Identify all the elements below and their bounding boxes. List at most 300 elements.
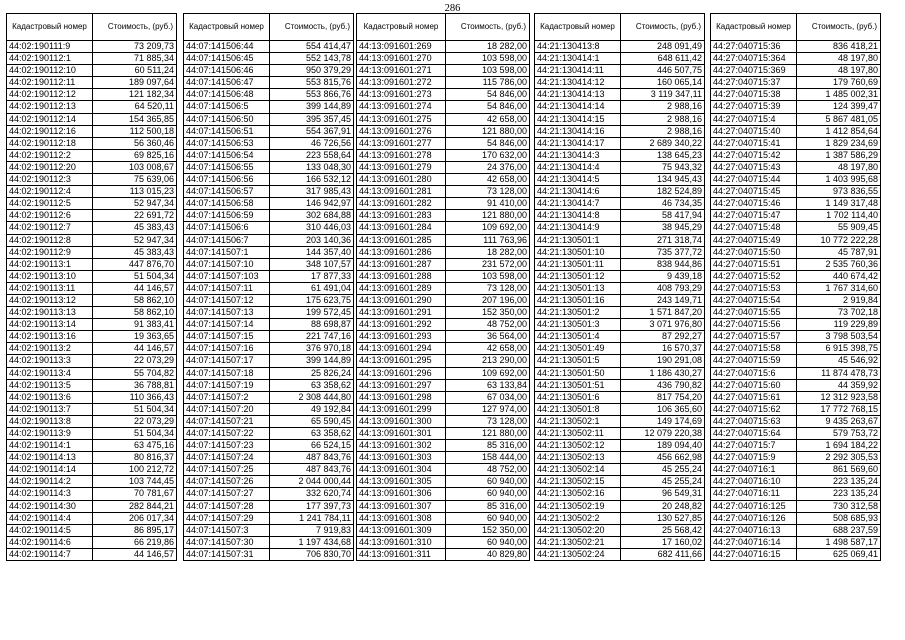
table-row <box>535 403 705 415</box>
cost-cell: 66 219,86 <box>93 536 177 548</box>
cost-cell: 348 107,57 <box>270 258 354 270</box>
table-row <box>535 65 705 77</box>
cost-cell: 48 752,00 <box>446 319 530 331</box>
cadastral-number-cell: 44:07:141506:58 <box>184 198 270 210</box>
table-row <box>184 89 354 101</box>
table-row <box>7 294 177 306</box>
cost-cell: 861 569,60 <box>797 464 881 476</box>
table-row <box>357 355 530 367</box>
cost-cell: 508 685,93 <box>797 512 881 524</box>
cost-cell: 399 144,89 <box>270 101 354 113</box>
cost-cell: 12 312 923,58 <box>797 391 881 403</box>
table-row <box>535 125 705 137</box>
table-row <box>357 246 530 258</box>
cadastral-number-cell: 44:27:040715:36 <box>711 41 797 53</box>
cadastral-number-cell: 44:27:040716:125 <box>711 500 797 512</box>
cadastral-number-cell: 44:27:040715:54 <box>711 294 797 306</box>
header-cadastral: Кадастровый номер <box>7 14 93 41</box>
cadastral-number-cell: 44:27:040715:369 <box>711 65 797 77</box>
cadastral-number-cell: 44:21:130414:17 <box>535 137 621 149</box>
cost-cell: 133 048,30 <box>270 161 354 173</box>
cadastral-number-cell: 44:21:130501:3 <box>535 319 621 331</box>
cost-cell: 203 140,36 <box>270 234 354 246</box>
table-row <box>357 476 530 488</box>
cost-cell: 103 598,00 <box>446 270 530 282</box>
cost-cell: 12 079 220,38 <box>621 428 705 440</box>
cadastral-number-cell: 44:07:141506:48 <box>184 89 270 101</box>
cadastral-number-cell: 44:27:040716:10 <box>711 476 797 488</box>
cadastral-number-cell: 44:07:141506:57 <box>184 186 270 198</box>
cost-cell: 248 091,49 <box>621 41 705 53</box>
table-row <box>535 391 705 403</box>
table-row <box>535 101 705 113</box>
cost-cell: 115 786,00 <box>446 77 530 89</box>
table-row <box>184 41 354 53</box>
cost-cell: 42 658,00 <box>446 343 530 355</box>
cadastral-number-cell: 44:13:091601:296 <box>357 367 446 379</box>
table-row <box>535 258 705 270</box>
table-row <box>184 101 354 113</box>
cadastral-number-cell: 44:13:091601:286 <box>357 246 446 258</box>
cost-cell: 51 504,34 <box>93 270 177 282</box>
cadastral-number-cell: 44:27:040715:49 <box>711 234 797 246</box>
cost-cell: 52 947,34 <box>93 198 177 210</box>
table-row <box>711 270 881 282</box>
cost-cell: 45 255,24 <box>621 464 705 476</box>
table-row <box>357 89 530 101</box>
cost-cell: 75 943,32 <box>621 161 705 173</box>
cadastral-number-cell: 44:07:141507:15 <box>184 331 270 343</box>
header-cost: Стоимость, (руб.) <box>446 14 530 41</box>
table-row <box>535 77 705 89</box>
table-row <box>7 113 177 125</box>
cost-cell: 456 662,98 <box>621 452 705 464</box>
cadastral-number-cell: 44:02:190112:18 <box>7 137 93 149</box>
header-cadastral: Кадастровый номер <box>184 14 270 41</box>
cadastral-number-cell: 44:07:141507:20 <box>184 403 270 415</box>
cadastral-number-cell: 44:02:190112:9 <box>7 246 93 258</box>
cost-cell: 9 435 263,67 <box>797 415 881 427</box>
table-row <box>357 174 530 186</box>
cost-cell: 58 417,94 <box>621 210 705 222</box>
cost-cell: 625 069,41 <box>797 548 881 560</box>
cadastral-number-cell: 44:13:091601:288 <box>357 270 446 282</box>
table-row <box>184 476 354 488</box>
cadastral-number-cell: 44:02:190112:16 <box>7 125 93 137</box>
cost-cell: 1 241 784,11 <box>270 512 354 524</box>
cadastral-number-cell: 44:27:040715:46 <box>711 198 797 210</box>
table-row <box>7 161 177 173</box>
table-row <box>535 186 705 198</box>
cost-cell: 113 015,23 <box>93 186 177 198</box>
table-row <box>535 367 705 379</box>
cadastral-number-cell: 44:07:141507:12 <box>184 294 270 306</box>
cadastral-number-cell: 44:07:141506:44 <box>184 41 270 53</box>
cost-cell: 152 350,00 <box>446 307 530 319</box>
cost-cell: 48 197,80 <box>797 65 881 77</box>
cadastral-number-cell: 44:27:040715:39 <box>711 101 797 113</box>
cost-cell: 158 444,00 <box>446 452 530 464</box>
cadastral-number-cell: 44:21:130502:20 <box>535 524 621 536</box>
table-row <box>357 500 530 512</box>
table-row <box>7 403 177 415</box>
cost-cell: 1 186 430,27 <box>621 367 705 379</box>
cost-cell: 60 940,00 <box>446 488 530 500</box>
table-row <box>711 234 881 246</box>
cost-cell: 58 862,10 <box>93 307 177 319</box>
cost-cell: 48 752,00 <box>446 464 530 476</box>
table-row <box>535 270 705 282</box>
cost-cell: 63 358,62 <box>270 379 354 391</box>
table-row <box>184 246 354 258</box>
cost-cell: 223 135,24 <box>797 488 881 500</box>
cadastral-number-cell: 44:27:040715:43 <box>711 161 797 173</box>
cadastral-number-cell: 44:02:190113:13 <box>7 307 93 319</box>
cadastral-number-cell: 44:02:190113:5 <box>7 379 93 391</box>
cadastral-number-cell: 44:27:040715:51 <box>711 258 797 270</box>
cadastral-number-cell: 44:21:130414:15 <box>535 113 621 125</box>
cadastral-number-cell: 44:21:130501:2 <box>535 307 621 319</box>
cadastral-number-cell: 44:07:141506:50 <box>184 113 270 125</box>
cost-cell: 103 744,45 <box>93 476 177 488</box>
table-row <box>711 258 881 270</box>
cadastral-number-cell: 44:02:190112:3 <box>7 174 93 186</box>
table-row <box>357 137 530 149</box>
cadastral-number-cell: 44:02:190113:7 <box>7 403 93 415</box>
table-row <box>184 65 354 77</box>
table-row <box>711 488 881 500</box>
cadastral-number-cell: 44:27:040715:48 <box>711 222 797 234</box>
cadastral-number-cell: 44:07:141507:16 <box>184 343 270 355</box>
cost-cell: 96 549,31 <box>621 488 705 500</box>
table-row <box>7 137 177 149</box>
cost-cell: 106 365,60 <box>621 403 705 415</box>
cost-cell: 22 073,29 <box>93 355 177 367</box>
cadastral-table-2 <box>183 13 354 561</box>
table-row <box>535 464 705 476</box>
table-row <box>357 367 530 379</box>
cadastral-number-cell: 44:21:130501:4 <box>535 331 621 343</box>
cadastral-number-cell: 44:13:091601:306 <box>357 488 446 500</box>
cadastral-number-cell: 44:02:190113:3 <box>7 355 93 367</box>
cost-cell: 67 034,00 <box>446 391 530 403</box>
cost-cell: 152 350,00 <box>446 524 530 536</box>
cost-cell: 73 209,73 <box>93 41 177 53</box>
cost-cell: 45 546,92 <box>797 355 881 367</box>
cadastral-number-cell: 44:13:091601:275 <box>357 113 446 125</box>
cost-cell: 376 970,18 <box>270 343 354 355</box>
cadastral-number-cell: 44:27:040715:52 <box>711 270 797 282</box>
table-row <box>535 161 705 173</box>
table-row <box>711 65 881 77</box>
cadastral-number-cell: 44:07:141507:30 <box>184 536 270 548</box>
cost-cell: 63 133,84 <box>446 379 530 391</box>
table-row <box>184 234 354 246</box>
table-row <box>711 415 881 427</box>
cadastral-number-cell: 44:07:141506:6 <box>184 222 270 234</box>
table-row <box>535 355 705 367</box>
table-row <box>357 186 530 198</box>
cadastral-number-cell: 44:21:130501:12 <box>535 270 621 282</box>
cadastral-number-cell: 44:21:130501:1 <box>535 234 621 246</box>
cadastral-number-cell: 44:07:141507:31 <box>184 548 270 560</box>
cadastral-number-cell: 44:02:190112:11 <box>7 77 93 89</box>
cost-cell: 61 491,04 <box>270 282 354 294</box>
table-row <box>7 246 177 258</box>
table-row <box>7 548 177 560</box>
cadastral-number-cell: 44:02:190111:9 <box>7 41 93 53</box>
table-row <box>357 282 530 294</box>
cost-cell: 45 383,43 <box>93 222 177 234</box>
cost-cell: 1 702 114,40 <box>797 210 881 222</box>
cost-cell: 55 909,45 <box>797 222 881 234</box>
cost-cell: 973 836,55 <box>797 186 881 198</box>
cost-cell: 310 446,03 <box>270 222 354 234</box>
table-row <box>7 186 177 198</box>
cost-cell: 7 919,83 <box>270 524 354 536</box>
cost-cell: 38 945,29 <box>621 222 705 234</box>
table-row <box>535 234 705 246</box>
cost-cell: 213 290,00 <box>446 355 530 367</box>
table-row <box>184 367 354 379</box>
table-row <box>357 379 530 391</box>
table-row <box>535 524 705 536</box>
cadastral-number-cell: 44:07:141507:24 <box>184 452 270 464</box>
cost-cell: 121 182,34 <box>93 89 177 101</box>
cost-cell: 121 880,00 <box>446 428 530 440</box>
cadastral-number-cell: 44:02:190112:7 <box>7 222 93 234</box>
cost-cell: 24 376,00 <box>446 161 530 173</box>
cadastral-number-cell: 44:27:040715:38 <box>711 89 797 101</box>
cadastral-number-cell: 44:02:190114:30 <box>7 500 93 512</box>
cost-cell: 1 694 184,22 <box>797 440 881 452</box>
cadastral-number-cell: 44:02:190114:4 <box>7 512 93 524</box>
table-row <box>184 512 354 524</box>
table-row <box>184 270 354 282</box>
table-row <box>184 294 354 306</box>
table-row <box>711 294 881 306</box>
table-row <box>711 476 881 488</box>
table-row <box>357 161 530 173</box>
cadastral-number-cell: 44:13:091601:303 <box>357 452 446 464</box>
cost-cell: 1 498 587,17 <box>797 536 881 548</box>
table-row <box>184 307 354 319</box>
table-row <box>7 331 177 343</box>
cadastral-number-cell: 44:07:141506:46 <box>184 65 270 77</box>
cadastral-number-cell: 44:02:190112:14 <box>7 113 93 125</box>
table-row <box>711 113 881 125</box>
cost-cell: 648 611,42 <box>621 53 705 65</box>
cost-cell: 3 119 347,11 <box>621 89 705 101</box>
table-row <box>184 125 354 137</box>
cost-cell: 119 229,89 <box>797 319 881 331</box>
table-row <box>184 500 354 512</box>
cadastral-number-cell: 44:27:040715:40 <box>711 125 797 137</box>
cost-cell: 436 790,82 <box>621 379 705 391</box>
cost-cell: 1 829 234,69 <box>797 137 881 149</box>
cadastral-number-cell: 44:21:130413:8 <box>535 41 621 53</box>
table-row <box>711 149 881 161</box>
table-row <box>711 41 881 53</box>
cost-cell: 5 867 481,05 <box>797 113 881 125</box>
cost-cell: 51 504,34 <box>93 403 177 415</box>
cost-cell: 1 767 314,60 <box>797 282 881 294</box>
cost-cell: 1 197 434,68 <box>270 536 354 548</box>
cost-cell: 1 485 002,31 <box>797 89 881 101</box>
cadastral-number-cell: 44:02:190114:5 <box>7 524 93 536</box>
cadastral-number-cell: 44:13:091601:298 <box>357 391 446 403</box>
cost-cell: 2 044 000,44 <box>270 476 354 488</box>
cost-cell: 6 915 398,75 <box>797 343 881 355</box>
table-row <box>535 174 705 186</box>
table-row <box>711 137 881 149</box>
cadastral-number-cell: 44:21:130414:6 <box>535 186 621 198</box>
cost-cell: 144 357,40 <box>270 246 354 258</box>
table-row <box>7 452 177 464</box>
cadastral-number-cell: 44:27:040715:56 <box>711 319 797 331</box>
cost-cell: 735 377,72 <box>621 246 705 258</box>
cadastral-table-1 <box>6 13 177 561</box>
table-row <box>357 331 530 343</box>
table-row <box>711 331 881 343</box>
table-row <box>357 319 530 331</box>
table-row <box>184 440 354 452</box>
header-cost: Стоимость, (руб.) <box>797 14 881 41</box>
cadastral-number-cell: 44:27:040715:44 <box>711 174 797 186</box>
table-row <box>357 41 530 53</box>
cadastral-number-cell: 44:02:190112:5 <box>7 198 93 210</box>
table-row <box>711 53 881 65</box>
table-row <box>535 222 705 234</box>
cadastral-number-cell: 44:21:130501:16 <box>535 294 621 306</box>
table-row <box>711 367 881 379</box>
table-row <box>7 41 177 53</box>
cost-cell: 1 412 854,64 <box>797 125 881 137</box>
cadastral-number-cell: 44:02:190113:12 <box>7 294 93 306</box>
cost-cell: 317 985,43 <box>270 186 354 198</box>
table-row <box>7 307 177 319</box>
table-row <box>711 101 881 113</box>
cadastral-number-cell: 44:13:091601:281 <box>357 186 446 198</box>
cost-cell: 1 387 586,29 <box>797 149 881 161</box>
cadastral-number-cell: 44:21:130501:10 <box>535 246 621 258</box>
cost-cell: 73 702,18 <box>797 307 881 319</box>
cadastral-number-cell: 44:02:190113:11 <box>7 282 93 294</box>
cost-cell: 54 846,00 <box>446 89 530 101</box>
table-row <box>535 137 705 149</box>
table-row <box>184 174 354 186</box>
cadastral-number-cell: 44:07:141507:18 <box>184 367 270 379</box>
table-row <box>535 41 705 53</box>
cadastral-number-cell: 44:07:141507:1 <box>184 246 270 258</box>
cost-cell: 1 403 995,68 <box>797 174 881 186</box>
table-row <box>535 512 705 524</box>
table-row <box>184 258 354 270</box>
cadastral-number-cell: 44:13:091601:311 <box>357 548 446 560</box>
table-row <box>711 391 881 403</box>
cadastral-number-cell: 44:21:130502:13 <box>535 452 621 464</box>
cost-cell: 282 844,21 <box>93 500 177 512</box>
cost-cell: 52 947,34 <box>93 234 177 246</box>
table-row <box>7 77 177 89</box>
cost-cell: 838 944,86 <box>621 258 705 270</box>
cost-cell: 71 885,34 <box>93 53 177 65</box>
table-row <box>535 198 705 210</box>
table-row <box>357 210 530 222</box>
table-row <box>7 319 177 331</box>
header-cadastral: Кадастровый номер <box>535 14 621 41</box>
cadastral-number-cell: 44:07:141506:47 <box>184 77 270 89</box>
table-row <box>535 379 705 391</box>
cost-cell: 11 874 478,73 <box>797 367 881 379</box>
cadastral-number-cell: 44:07:141507:22 <box>184 428 270 440</box>
cadastral-number-cell: 44:27:040715:50 <box>711 246 797 258</box>
table-row <box>7 174 177 186</box>
table-row <box>184 415 354 427</box>
table-row <box>357 234 530 246</box>
cost-cell: 179 760,69 <box>797 77 881 89</box>
cadastral-number-cell: 44:07:141507:25 <box>184 464 270 476</box>
cadastral-number-cell: 44:02:190112:12 <box>7 89 93 101</box>
table-row <box>7 125 177 137</box>
cost-cell: 60 511,24 <box>93 65 177 77</box>
cost-cell: 440 674,42 <box>797 270 881 282</box>
table-row <box>7 89 177 101</box>
cost-cell: 10 772 222,28 <box>797 234 881 246</box>
cadastral-number-cell: 44:27:040715:7 <box>711 440 797 452</box>
cost-cell: 63 358,62 <box>270 428 354 440</box>
cadastral-number-cell: 44:27:040716:11 <box>711 488 797 500</box>
cadastral-number-cell: 44:02:190113:4 <box>7 367 93 379</box>
cadastral-number-cell: 44:02:190112:2 <box>7 149 93 161</box>
cadastral-number-cell: 44:13:091601:272 <box>357 77 446 89</box>
table-row <box>184 355 354 367</box>
cadastral-number-cell: 44:27:040715:9 <box>711 452 797 464</box>
cadastral-number-cell: 44:21:130414:7 <box>535 198 621 210</box>
cost-cell: 46 726,56 <box>270 137 354 149</box>
cost-cell: 36 788,81 <box>93 379 177 391</box>
cadastral-number-cell: 44:27:040715:58 <box>711 343 797 355</box>
table-row <box>711 500 881 512</box>
cadastral-number-cell: 44:02:190114:6 <box>7 536 93 548</box>
cost-cell: 271 318,74 <box>621 234 705 246</box>
cadastral-number-cell: 44:02:190113:1 <box>7 258 93 270</box>
cadastral-number-cell: 44:21:130501:11 <box>535 258 621 270</box>
cost-cell: 87 292,27 <box>621 331 705 343</box>
cost-cell: 2 689 340,22 <box>621 137 705 149</box>
table-row <box>184 452 354 464</box>
cadastral-table-5 <box>710 13 881 561</box>
table-row <box>357 452 530 464</box>
table-row <box>184 343 354 355</box>
cadastral-number-cell: 44:02:190113:8 <box>7 415 93 427</box>
cadastral-number-cell: 44:02:190112:6 <box>7 210 93 222</box>
cadastral-number-cell: 44:02:190113:2 <box>7 343 93 355</box>
table-row <box>184 113 354 125</box>
cadastral-number-cell: 44:13:091601:282 <box>357 198 446 210</box>
table-row <box>7 282 177 294</box>
cadastral-number-cell: 44:02:190113:10 <box>7 270 93 282</box>
cost-cell: 160 065,14 <box>621 77 705 89</box>
cost-cell: 109 692,00 <box>446 222 530 234</box>
table-row <box>184 198 354 210</box>
table-row <box>535 282 705 294</box>
table-row <box>535 428 705 440</box>
cost-cell: 46 734,35 <box>621 198 705 210</box>
cadastral-number-cell: 44:13:091601:287 <box>357 258 446 270</box>
table-row <box>184 331 354 343</box>
cadastral-number-cell: 44:21:130414:11 <box>535 65 621 77</box>
